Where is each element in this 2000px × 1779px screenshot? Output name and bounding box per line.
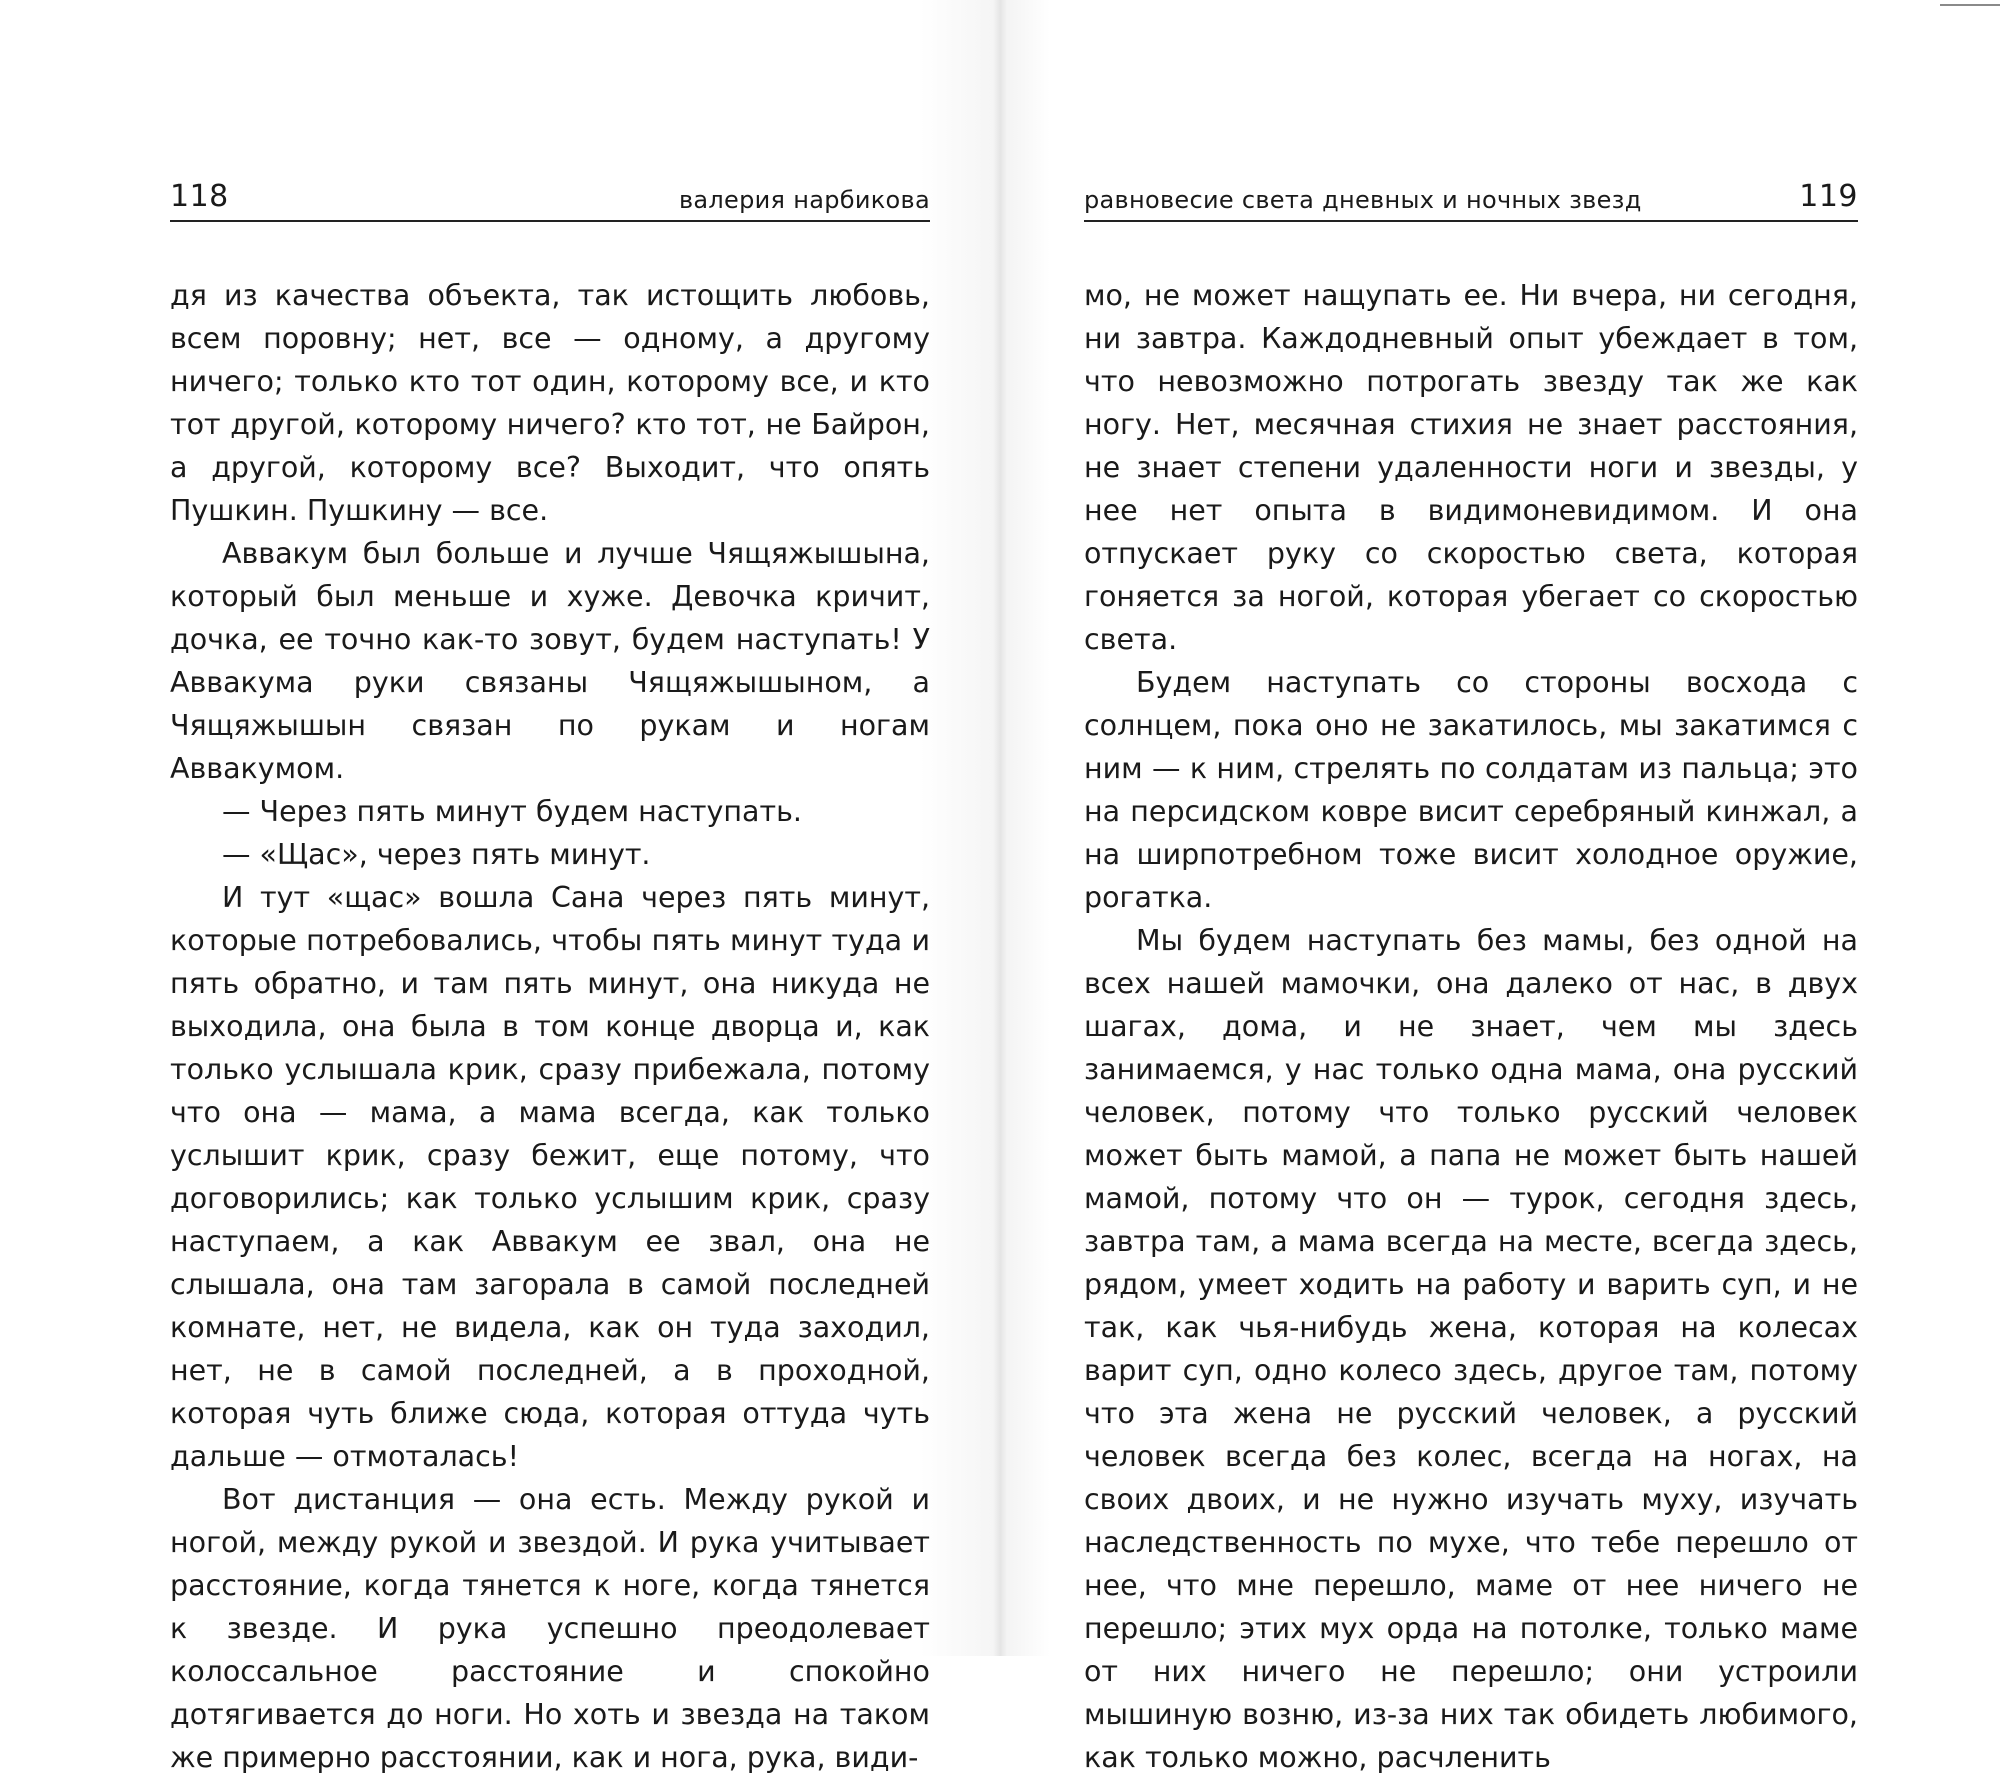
- paragraph: Будем наступать со стороны восхода с солнцем, пока оно не закатилось, мы закатимся с ним — к ним, стрелять по солдатам из пальца; это на персидском ковре висит серебряный кинжал, а на ширпотребном тоже висит холодное оружие, рогатка.: [1084, 666, 1858, 914]
- paragraph: мо, не может нащупать ее. Ни вчера, ни сегодня, ни завтра. Каждодневный опыт убеждает в том, что невозможно потрогать звезду так же как ногу. Нет, месячная стихия не знает расстояния, не знает степени удаленности ноги и звезды, у нее нет опыта в видимоневидимом. И она отпускает руку со скоростью света, которая гоняется за ногой, которая убегает со скоростью света.: [1084, 279, 1858, 656]
- right-running-head-title: равновесие света дневных и ночных звезд: [1084, 186, 1642, 214]
- paragraph: дя из качества объекта, так истощить любовь, всем поровну; нет, все — одному, а другому ничего; только кто тот один, которому все, и кто тот другой, которому ничего? кто тот, не Байрон, а другой, которому все? Выходит, что опять Пушкин. Пушкину — все.: [170, 279, 930, 527]
- paragraph: Мы будем наступать без мамы, без одной на всех нашей мамочки, она далеко от нас, в двух шагах, дома, и не знает, чем мы здесь занимаемся, у нас только одна мама, она русский человек, потому что только русский человек может быть мамой, а папа не может быть нашей мамой, потому что он — турок, сегодня здесь, завтра там, а мама всегда на месте, всегда здесь, рядом, умеет ходить на работу и варить суп, и не так, как чья-нибудь жена, которая на колесах варит суп, одно колесо здесь, другое там, потому что эта жена не русский человек, а русский человек всегда без колес, всегда на ногах, на своих двоих, и не нужно изучать муху, изучать наследственность по мухе, что тебе перешло от нее, что мне перешло, маме от нее ничего не перешло; этих мух орда на потолке, только маме от них ничего не перешло; они устроили мышиную возню, из-за них так обидеть любимого, как только можно, расчленить: [1084, 924, 1858, 1774]
- left-page: [0, 0, 1000, 1774]
- book-spine-shadow: [993, 0, 1007, 1656]
- left-page-number: 118: [170, 179, 229, 214]
- dialogue-line: — Через пять минут будем наступать.: [222, 795, 802, 828]
- right-page: [1000, 0, 2000, 1774]
- corner-mark: [1940, 4, 2000, 6]
- right-text-block: [1084, 274, 1858, 1779]
- left-running-head: [170, 172, 930, 222]
- left-running-head-title: валерия нарбикова: [678, 186, 930, 214]
- right-page-number: 119: [1799, 179, 1858, 214]
- paragraph: Аввакум был больше и лучше Чящяжышына, который был меньше и хуже. Девочка кричит, дочка, ее точно как-то зовут, будем наступать! У Аввакума руки связаны Чящяжышыном, а Чящяжышын связан по рукам и ногам Аввакумом.: [170, 537, 930, 785]
- dialogue-line: — «Щас», через пять минут.: [222, 838, 651, 871]
- left-text-block: [170, 274, 930, 1779]
- paragraph: И тут «щас» вошла Сана через пять минут, которые потребовались, чтобы пять минут туда и пять обратно, и там пять минут, она никуда не выходила, она была в том конце дворца и, как только услышала крик, сразу прибежала, потому что она — мама, а мама всегда, как только услышит крик, сразу бежит, еще потому, что договорились; как только услышим крик, сразу наступаем, а как Аввакум ее звал, она не слышала, она там загорала в самой последней комнате, нет, не видела, как он туда заходил, нет, не в самой последней, а в проходной, которая чуть ближе сюда, которая оттуда чуть дальше — отмоталась!: [170, 881, 930, 1473]
- paragraph: Вот дистанция — она есть. Между рукой и ногой, между рукой и звездой. И рука учитывает расстояние, когда тянется к ноге, когда тянется к звезде. И рука успешно преодолевает колоссальное расстояние и спокойно дотягивается до ноги. Но хоть и звезда на таком же примерно расстоянии, как и нога, рука, види-: [170, 1483, 930, 1774]
- right-running-head: [1084, 172, 1858, 222]
